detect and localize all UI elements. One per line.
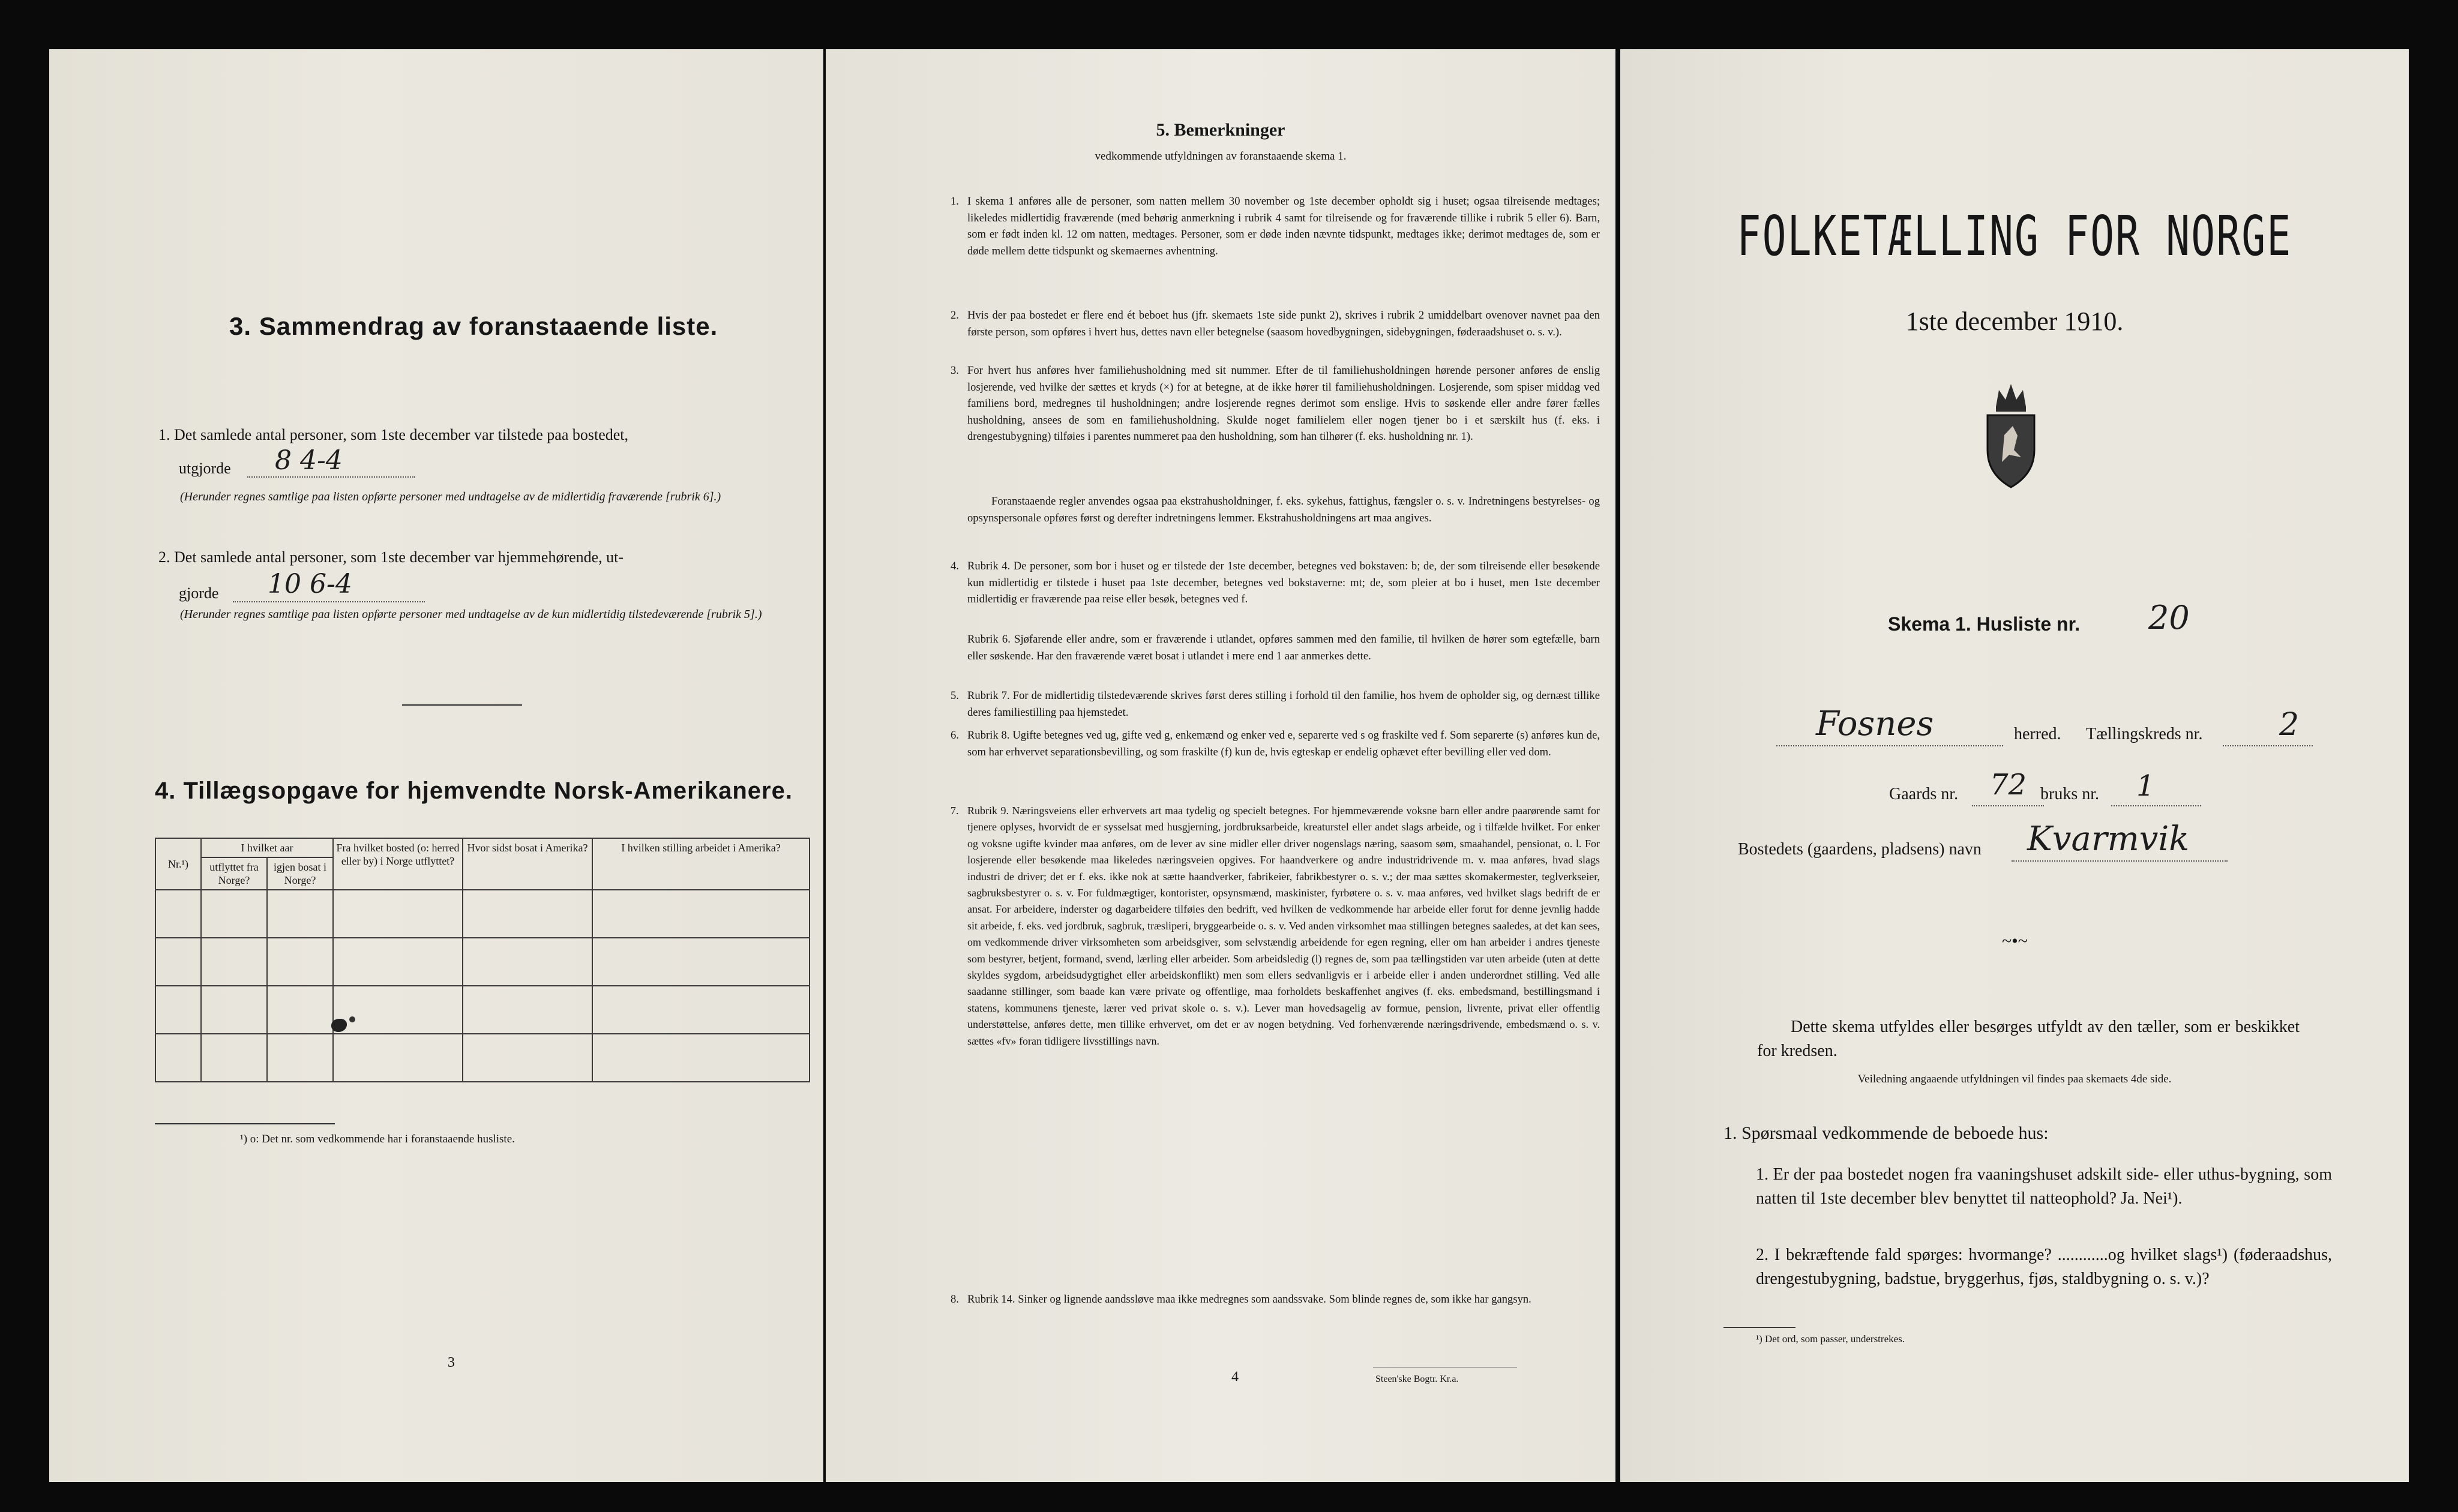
census-title: FOLKETÆLLING FOR NORGE <box>1737 204 2292 268</box>
section3-title: 3. Sammendrag av foranstaaende liste. <box>229 312 718 340</box>
bosted-label: Bostedets (gaardens, pladsens) navn <box>1738 840 1982 859</box>
remarks-title: 5. Bemerkninger <box>1156 120 1285 140</box>
item2-text: 2. Det samlede antal personer, som 1ste december var hjemmehørende, ut- <box>158 548 624 566</box>
instructions: Dette skema utfyldes eller besørges utfyldt av den tæller, som er beskikket for kredsen. <box>1757 1018 2300 1060</box>
item1-text: 1. Det samlede antal personer, som 1ste december var tilstede paa bostedet, <box>158 426 629 443</box>
bosted-dotline <box>2012 860 2228 862</box>
herred-dotline <box>1776 745 2003 746</box>
remark-4b: Rubrik 6. Sjøfarende eller andre, som er fraværende i utlandet, opføres sammen med den familie, til hvilken de hører som egtefælle, barn eller søskende. Har den fraværende været bosat i utlandet i mere end 1 aar anmerkes dette. <box>967 633 1600 662</box>
remark-5: 5. Rubrik 7. For de midlertidig tilstedeværende skrives først deres stilling i forhold til den familie, hos hvem de opholder sig, og dernæst tillike deres familiestilling paa hjemstedet. <box>951 689 1600 719</box>
col-stilling: I hvilken stilling arbeidet i Amerika? <box>592 838 810 890</box>
page-number: 3 <box>448 1355 455 1370</box>
page-left <box>49 49 823 1482</box>
question-2: 2. I bekræftende fald spørges: hvormange? ............og hvilket slags¹) (føderaadshus, drengestubygning, badstue, bryggerhus, fjøs, staldbygning o. s. v.)? <box>1756 1246 2332 1288</box>
ink-blot <box>349 1016 355 1022</box>
col-igjen: igjen bosat i Norge? <box>267 857 333 890</box>
questions-header: 1. Spørsmaal vedkommende de beboede hus: <box>1723 1123 2049 1143</box>
kreds-value: 2 <box>2279 707 2300 743</box>
remark-4: 4. Rubrik 4. De personer, som bor i huset og er tilstede der 1ste december, betegnes ved bokstaven: b; de, der som tilreisende eller besøkende kun midlertidig er tilstede i huset paa 1ste december, betegnes ved bokstaverne: mt; de, som pleier at bo i huset, men 1ste december midlertidig er fraværende paa reise eller besøk, betegnes ved f. <box>951 560 1600 606</box>
kreds-dotline <box>2223 745 2313 746</box>
section4-title: 4. Tillægsopgave for hjemvendte Norsk-Amerikanere. <box>155 778 793 804</box>
col-fra: Fra hvilket bosted (o: herred eller by) i Norge utflyttet? <box>333 838 463 890</box>
remark-2: 2. Hvis der paa bostedet er flere end ét beboet hus (jfr. skemaets 1ste side punkt 2), skrives i rubrik 2 umiddelbart ovenover navnet paa den første person, som opføres i hvert hus, dettes navn eller betegnelse (saasom hovedbygningen, sidebygningen, føderaadshuset o. s. v.). <box>951 309 1600 338</box>
item1-note: (Herunder regnes samtlige paa listen opførte personer med undtagelse av de midlertidig fraværende [rubrik 6].) <box>180 490 721 503</box>
col-utflyttet: utflyttet fra Norge? <box>201 857 267 890</box>
bosted-value: Kvarmvik <box>2027 820 2190 859</box>
col-nr: Nr.¹) <box>155 838 201 890</box>
norsk-amerikanere-table <box>155 838 810 1082</box>
item1-value: 8 4-4 <box>275 445 343 476</box>
item2-note: (Herunder regnes samtlige paa listen opførte personer med undtagelse av de kun midlertidig tilstedeværende [rubrik 5].) <box>180 608 762 621</box>
remark-7: 7. Rubrik 9. Næringsveiens eller erhvervets art maa tydelig og specielt betegnes. For hjemmeværende voksne barn eller andre paarørende samt for tjenere oplyses, hvorvidt de er sysselsat med husgjerning, jordbruksarbeide, kreaturstel eller andet slags arbeide, og i tilfælde hvilket. For enker og voksne ugifte kvinder maa anføres, om de lever av sine midler eller driver nogenslags næring, saasom søm, smaahandel, pensionat, o. l. For losjerende eller besøkende maa likeledes næringsveien opgives. For haandverkere og andre industridrivende m. v. maa anføres, hvad slags industri de driver; det er f. eks. ikke nok at sætte haandverker, fabrikeier, fabrikbestyrer o. s. v.; der maa sættes skomakermester, teglverkseier, sagbruksbestyrer o. s. v. For fuldmægtiger, kontorister, opsynsmænd, maskinister, fyrbøtere o. s. v. maa anføres, ved hvilket slags bedrift de er ansat. For arbeidere, inderster og dagarbeidere tilføies den bedrift, ved hvilken de vedkommende har arbeide eller forut for denne jevnlig hadde sit arbeide, f. eks. ved jordbruk, sagbruk, træsliperi, bryggearbeide o. s. v. Ved anden virksomhet maa stillingen betegnes saaledes, at det kan sees, om vedkommende driver virksomheten som arbeidsgiver, som selvstændig arbeidende for egen regning, eller om han arbeider i andres tjeneste som bestyrer, betjent, formand, svend, lærling eller arbeider. Som arbeidsledig (l) regnes de, som paa tællingstiden var uten arbeide (uten at dette skyldes sygdom, arbeidsudygtighet eller arbeidskonflikt) men som ellers sedvanligvis er i arbeide eller i anden underordnet stilling. Ved alle saadanne stillinger, som baade kan være private og offentlige, maa forholdets beskaffenhet angives (f. eks. embedsmand, bestillingsmand i statens, kommunens tjeneste, lærer ved privat skole o. s. v.). Lever man hovedsagelig av formue, pension, livrente, privat eller offentlig understøttelse, anføres dette, men tillike erhvervet, om det er av nogen betydning. Ved forhenværende næringsdrivende, embedsmænd o. s. v. sættes «fv» foran tidligere livsstillings navn. <box>951 805 1600 1047</box>
col-hvor: Hvor sidst bosat i Amerika? <box>463 838 592 890</box>
item2-utgjorde-label: gjorde <box>179 584 219 602</box>
gaards-dotline <box>1972 805 2044 806</box>
husliste-nr: 20 <box>2148 599 2190 637</box>
page-number: 4 <box>1231 1369 1239 1385</box>
footnote: ¹) Det ord, som passer, understrekes. <box>1756 1333 1905 1345</box>
footnote-rule <box>155 1123 335 1124</box>
printer-imprint: Steen'ske Bogtr. Kr.a. <box>1375 1374 1459 1384</box>
coat-of-arms-icon <box>1978 378 2044 492</box>
remarks-subtitle: vedkommende utfyldningen av foranstaaende skema 1. <box>1095 150 1347 163</box>
gaards-label: Gaards nr. <box>1889 785 1959 803</box>
col-group-aar: I hvilket aar <box>201 838 333 857</box>
remark-1: 1. I skema 1 anføres alle de personer, som natten mellem 30 november og 1ste december opholdt sig i huset; ogsaa tilreisende medtages; likeledes midlertidig fraværende (med behørig anmerkning i rubrik 4 samt for tilreisende og for fraværende tillike i rubrik 5 eller 6). Barn, som er født inden kl. 12 om natten, medtages. Personer, som er døde inden nævnte tidspunkt, medtages ikke; derimot medtages de, som er døde mellem dette tidspunkt og skemaernes avhentning. <box>951 195 1600 257</box>
item2-value: 10 6-4 <box>268 569 352 599</box>
item2-dotline <box>233 601 425 602</box>
divider <box>402 704 522 706</box>
herred-value: Fosnes <box>1816 704 1934 743</box>
bruks-label: bruks nr. <box>2040 785 2099 803</box>
census-date: 1ste december 1910. <box>1905 307 2124 336</box>
item1-dotline <box>247 476 415 478</box>
remark-6: 6. Rubrik 8. Ugifte betegnes ved ug, gifte ved g, enkemænd og enker ved e, separerte ved s og fraskilte ved f. Som separerte (s) anføres kun de, som har erhvervet separationsbevilling, og som fraskilte (f) kun de, hvis egteskap er endelig ophævet efter bevilling eller ved dom. <box>951 729 1600 758</box>
footnote-rule <box>1723 1327 1795 1328</box>
herred-label: herred. <box>2014 725 2061 743</box>
remark-3b: Foranstaaende regler anvendes ogsaa paa ekstrahusholdninger, f. eks. sykehus, fattighus, fængsler o. s. v. Indretningens bestyrelses- og opsynspersonale opføres først og derefter indretningens lemmer. Ekstrahusholdningens art maa angives. <box>967 495 1600 524</box>
skema-label: Skema 1. Husliste nr. <box>1888 613 2081 635</box>
ornament: ~•~ <box>2002 931 2028 951</box>
question-1: 1. Er der paa bostedet nogen fra vaaningshuset adskilt side- eller uthus-bygning, som natten til 1ste december blev benyttet til natteophold? Ja. Nei¹). <box>1756 1165 2332 1208</box>
bruks-value: 1 <box>2136 769 2155 803</box>
gaards-value: 72 <box>1990 768 2027 802</box>
remark-3: 3. For hvert hus anføres hver familiehusholdning med sit nummer. Efter de til familiehusholdningen hørende personer anføres de enslig losjerende, ved hvilke der sættes et kryds (×) for at betegne, at de ikke hører til familiehusholdningen. Losjerende, som spiser middag ved familiens bord, medregnes til husholdningen; andre losjerende regnes derimot som enslige. Hvis to søskende eller andre fører fælles husholdning, ansees de som en familiehusholdning. Skulde noget familielem eller nogen tjener bo i et særskilt hus (f. eks. i drengestubygning) tilføies i parentes nummeret paa den husholdning, som han tilhører (f. eks. husholdning nr. 1). <box>951 364 1600 443</box>
kreds-label: Tællingskreds nr. <box>2086 725 2203 743</box>
page-right <box>1620 49 2409 1482</box>
table-footnote: ¹) o: Det nr. som vedkommende har i foranstaaende husliste. <box>240 1133 515 1145</box>
remark-8: 8. Rubrik 14. Sinker og lignende aandssløve maa ikke medregnes som aandssvake. Som blinde regnes de, som ikke har gangsyn. <box>951 1293 1531 1306</box>
item1-utgjorde-label: utgjorde <box>179 460 231 477</box>
page-middle <box>826 49 1615 1482</box>
veiledning: Veiledning angaaende utfyldningen vil findes paa skemaets 4de side. <box>1857 1073 2172 1085</box>
bruks-dotline <box>2111 805 2201 806</box>
